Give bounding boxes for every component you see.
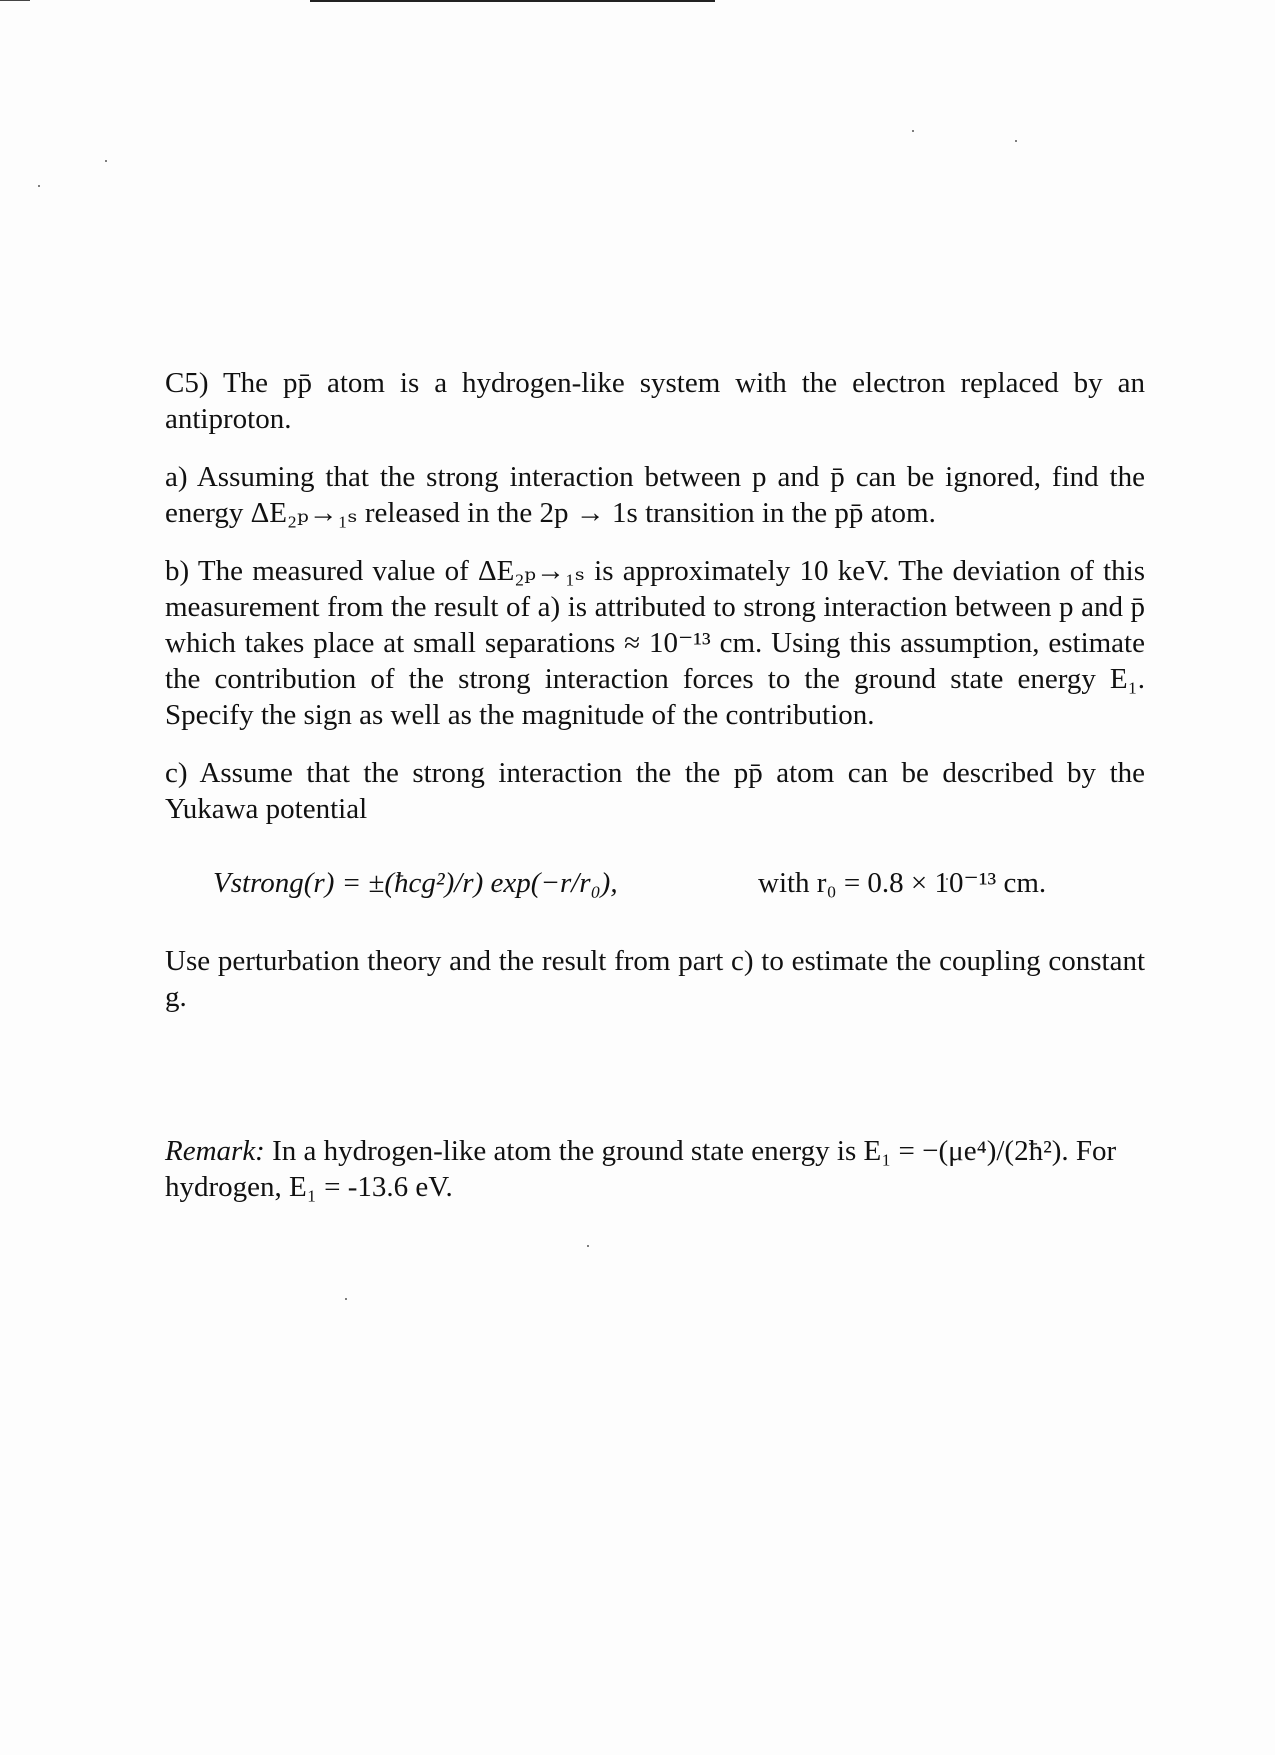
scan-speck (345, 1298, 347, 1300)
equation-parameter: with r₀ = 0.8 × 10⁻¹³ cm. (758, 867, 1047, 899)
problem-text (165, 365, 1145, 1227)
problem-intro: C5) The pp̄ atom is a hydrogen-like system with the electron replaced by an antiproton. (165, 367, 1145, 435)
scan-speck (105, 160, 107, 162)
remark-label: Remark: (165, 1135, 265, 1167)
part-a: a) Assuming that the strong interaction between p and p̄ can be ignored, find the energy ΔE₂ₚ→₁ₛ released in the 2p → 1s transition in the pp̄ atom. (165, 461, 1145, 529)
remark-text: In a hydrogen-like atom the ground state energy is E₁ = −(μe⁴)/(2ħ²). For hydrogen, E₁ = -13.6 eV. (165, 1135, 1117, 1203)
scan-edge-line (310, 0, 715, 2)
scan-speck (587, 1245, 589, 1247)
scan-speck (912, 130, 914, 132)
scan-speck (38, 185, 40, 187)
part-c: c) Assume that the strong interaction the the pp̄ atom can be described by the Yukawa potential (165, 757, 1145, 825)
yukawa-equation (165, 865, 1145, 909)
equation-potential: Vstrong(r) = ±(ħcg²)/r) exp(−r/r₀), (213, 867, 618, 899)
scan-speck (1015, 140, 1017, 142)
part-b: b) The measured value of ΔE₂ₚ→₁ₛ is approximately 10 keV. The deviation of this measurement from the result of a) is attributed to strong interaction between p and p̄ which takes place at small separations ≈ 10⁻¹³ cm. Using this assumption, estimate the contribution of the strong interaction forces to the ground state energy E₁. Specify the sign as well as the magnitude of the contribution. (165, 555, 1145, 731)
remark (165, 1133, 1145, 1205)
closing-question: Use perturbation theory and the result from part c) to estimate the coupling constant g. (165, 945, 1145, 1013)
scan-corner-mark (0, 0, 30, 1)
